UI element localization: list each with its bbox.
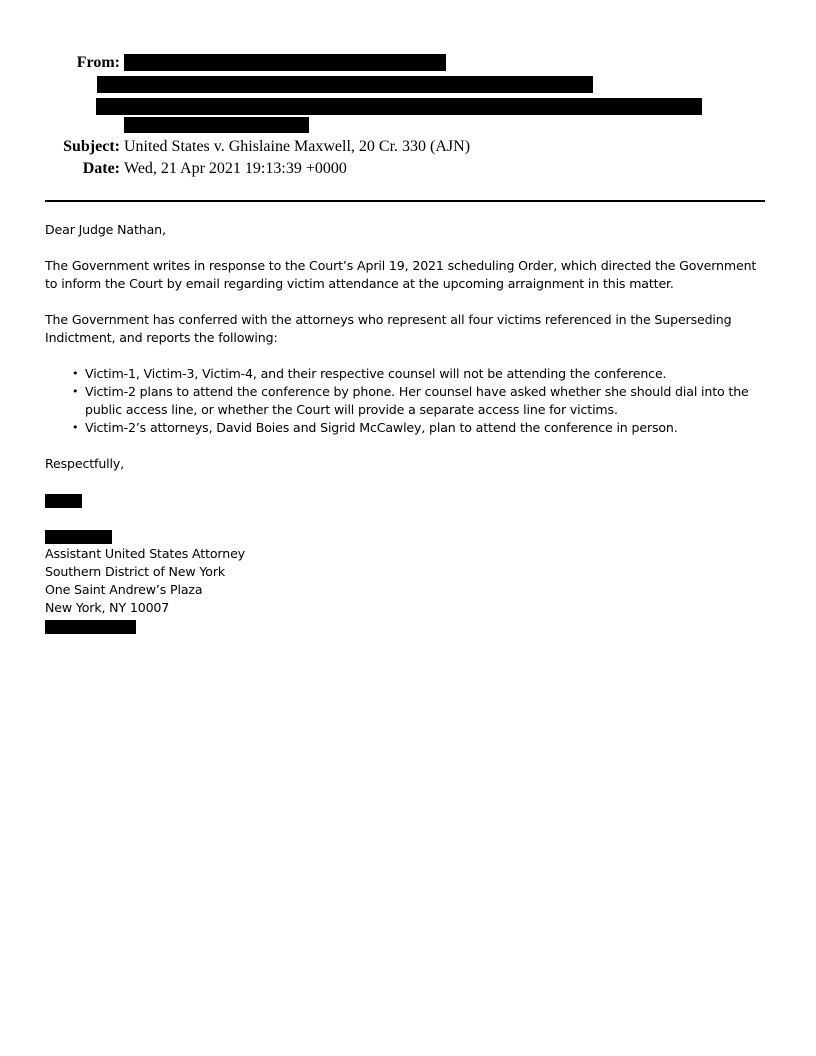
signature-office: Southern District of New York — [45, 564, 225, 579]
from-label: From: — [76, 54, 120, 71]
redacted-name-line — [45, 527, 770, 545]
redacted-phone-line — [45, 617, 770, 635]
redacted-initials-line — [45, 491, 770, 509]
email-body — [45, 221, 770, 635]
paragraph-response: The Government writes in response to the Court’s April 19, 2021 scheduling Order, which directed the Government to inform the Court by email regarding victim attendance at the upcoming arraignment in this matter. — [45, 258, 757, 291]
list-item: • Victim-2’s attorneys, David Boies and Sigrid McCawley, plan to attend the conference in person. — [85, 419, 770, 437]
signature-block — [45, 491, 770, 635]
paragraph-conferred: The Government has conferred with the attorneys who represent all four victims referenced in the Superseding Indictment, and reports the following: — [45, 312, 732, 345]
list-item: • Victim-1, Victim-3, Victim-4, and their respective counsel will not be attending the conference. — [85, 365, 770, 383]
spacer — [45, 509, 770, 527]
date-label: Date: — [82, 160, 120, 177]
signature-title: Assistant United States Attorney — [45, 546, 245, 561]
redacted-from-name — [124, 54, 446, 71]
header-divider — [45, 200, 765, 202]
redacted-from-line-3 — [96, 98, 702, 115]
redacted-phone — [45, 620, 136, 634]
redacted-from-line-2 — [97, 76, 593, 93]
subject-value: United States v. Ghislaine Maxwell, 20 Cr. 330 (AJN) — [124, 138, 471, 155]
victim-attendance-list — [45, 365, 770, 437]
closing: Respectfully, — [45, 456, 125, 471]
signature-address-2: New York, NY 10007 — [45, 600, 170, 615]
salutation: Dear Judge Nathan, — [45, 222, 166, 237]
list-item: • Victim-2 plans to attend the conference by phone. Her counsel have asked whether she should dial into the public access line, or whether the Court will provide a separate access line for victims. — [85, 383, 770, 419]
redacted-signer-name — [45, 530, 112, 544]
date-value: Wed, 21 Apr 2021 19:13:39 +0000 — [124, 160, 347, 177]
redacted-from-line-4 — [124, 117, 309, 133]
signature-address-1: One Saint Andrew’s Plaza — [45, 582, 203, 597]
subject-label: Subject: — [63, 138, 120, 155]
redacted-initials — [45, 494, 82, 508]
